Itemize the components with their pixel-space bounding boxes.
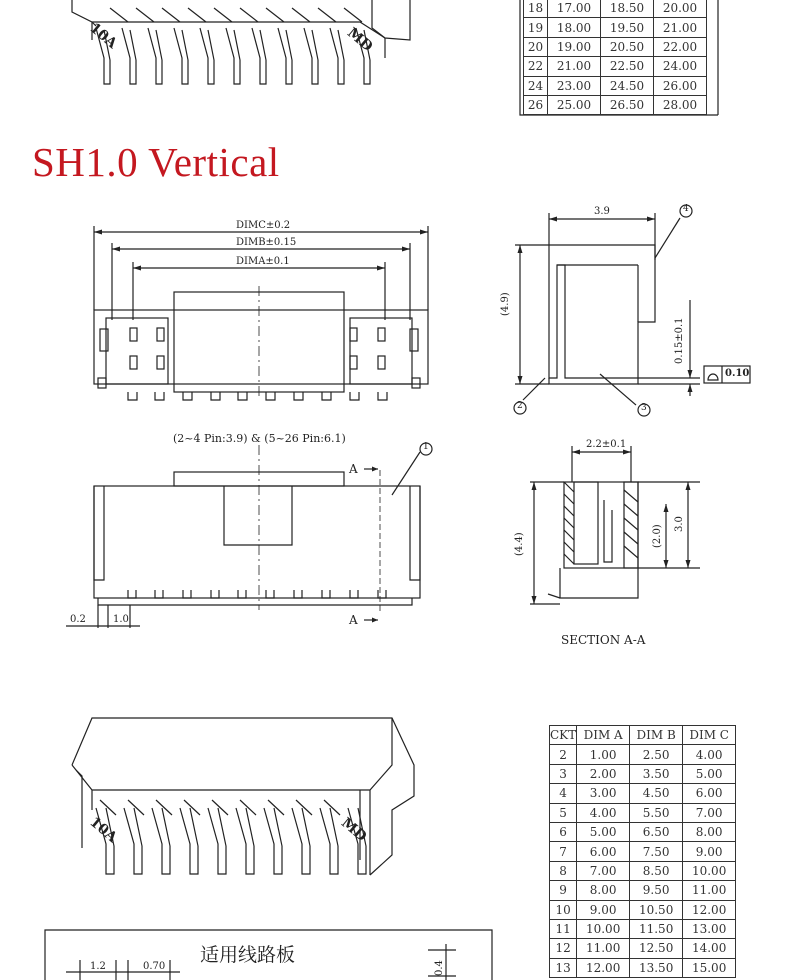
header-dim-a: DIM A bbox=[577, 726, 630, 745]
top-table-cell: 20.50 bbox=[601, 37, 654, 56]
side-view bbox=[514, 205, 750, 416]
dim-table-cell: 8.00 bbox=[577, 881, 630, 900]
pin-width-note: (2~4 Pin:3.9) & (5~26 Pin:6.1) bbox=[173, 432, 346, 445]
top-table-cell: 26 bbox=[524, 95, 548, 114]
dim-table-row bbox=[550, 881, 736, 900]
top-table-cell: 28.00 bbox=[654, 95, 707, 114]
callout-3: 3 bbox=[641, 403, 647, 413]
dim-table-cell: 9.00 bbox=[683, 842, 736, 861]
pcb-dim-0-70: 0.70 bbox=[143, 961, 166, 972]
dim-table-cell: 4.00 bbox=[683, 745, 736, 764]
top-table-cell: 22.50 bbox=[601, 57, 654, 76]
dim-table-cell: 8.50 bbox=[630, 861, 683, 880]
dim-table-cell: 9 bbox=[550, 881, 577, 900]
dim-table-cell: 13.50 bbox=[630, 958, 683, 977]
side-offset-label: 0.15±0.1 bbox=[674, 317, 685, 364]
dim-table-cell: 7.50 bbox=[630, 842, 683, 861]
callout-2: 2 bbox=[517, 401, 523, 411]
top-table-row bbox=[524, 95, 707, 114]
top-table-row bbox=[524, 0, 707, 18]
top-table-cell: 20.00 bbox=[654, 0, 707, 18]
dim-table-cell: 10 bbox=[550, 900, 577, 919]
section-mark-top: A bbox=[349, 462, 358, 476]
dim-table-cell: 9.50 bbox=[630, 881, 683, 900]
dim-table-row bbox=[550, 861, 736, 880]
top-table-cell: 19.00 bbox=[548, 37, 601, 56]
pcb-dim-1-2: 1.2 bbox=[90, 961, 106, 972]
dim-table-cell: 6.00 bbox=[683, 784, 736, 803]
section-title: SECTION A-A bbox=[561, 633, 646, 647]
top-table-cell: 18 bbox=[524, 0, 548, 18]
flatness-value: 0.10 bbox=[725, 368, 750, 379]
dim-table-row bbox=[550, 919, 736, 938]
dim-table-cell: 3.00 bbox=[577, 784, 630, 803]
dim-table-row bbox=[550, 900, 736, 919]
top-table-cell: 21.00 bbox=[548, 57, 601, 76]
dim-table-cell: 3.50 bbox=[630, 764, 683, 783]
top-table-cell: 18.50 bbox=[601, 0, 654, 18]
dim-table-cell: 12.50 bbox=[630, 939, 683, 958]
dim-table-cell: 15.00 bbox=[683, 958, 736, 977]
dim-table-cell: 5.00 bbox=[683, 764, 736, 783]
pcb-dim-0-4: 0.4 bbox=[434, 960, 445, 976]
dim-table-cell: 5.50 bbox=[630, 803, 683, 822]
dim-table-cell: 11.50 bbox=[630, 919, 683, 938]
dim-table-cell: 13 bbox=[550, 958, 577, 977]
dim-table-cell: 2 bbox=[550, 745, 577, 764]
bottom-connector-mark-left: 10A bbox=[86, 814, 120, 846]
dim-table-row bbox=[550, 784, 736, 803]
dim-a-label: DIMA±0.1 bbox=[236, 256, 290, 267]
top-connector-mark-right: MD bbox=[344, 24, 376, 56]
dim-table-cell: 12.00 bbox=[577, 958, 630, 977]
header-dim-b: DIM B bbox=[630, 726, 683, 745]
dim-table-row bbox=[550, 939, 736, 958]
top-connector-mark-left: 10A bbox=[86, 20, 120, 52]
top-dimension-table bbox=[523, 0, 707, 115]
bottom-connector-mark-right: MD bbox=[338, 814, 370, 846]
dim-table-cell: 11.00 bbox=[577, 939, 630, 958]
dim-table-cell: 2.50 bbox=[630, 745, 683, 764]
dim-table-cell: 9.00 bbox=[577, 900, 630, 919]
top-table-cell: 24.50 bbox=[601, 76, 654, 95]
section-height-inner: (2.0) bbox=[652, 524, 663, 548]
dim-table-cell: 12 bbox=[550, 939, 577, 958]
bottom-view bbox=[66, 443, 432, 628]
dim-table-cell: 7.00 bbox=[577, 861, 630, 880]
arrowheads bbox=[94, 217, 693, 623]
dim-1-0: 1.0 bbox=[113, 614, 129, 625]
top-table-cell: 17.00 bbox=[548, 0, 601, 18]
top-table-cell: 19 bbox=[524, 18, 548, 37]
dimension-table bbox=[549, 725, 736, 978]
top-table-cell: 24 bbox=[524, 76, 548, 95]
dim-table-cell: 11 bbox=[550, 919, 577, 938]
callout-4: 4 bbox=[683, 204, 689, 214]
front-view bbox=[94, 226, 428, 400]
dim-table-cell: 4.50 bbox=[630, 784, 683, 803]
pcb-title: 适用线路板 bbox=[200, 944, 296, 966]
side-width-label: 3.9 bbox=[594, 206, 610, 217]
dim-table-row bbox=[550, 803, 736, 822]
top-table-cell: 18.00 bbox=[548, 18, 601, 37]
section-mark-bottom: A bbox=[349, 613, 358, 627]
dim-table-cell: 6.50 bbox=[630, 822, 683, 841]
dim-table-row bbox=[550, 764, 736, 783]
dim-table-cell: 3 bbox=[550, 764, 577, 783]
top-table-cell: 26.50 bbox=[601, 95, 654, 114]
dim-table-row bbox=[550, 822, 736, 841]
dim-table-row bbox=[550, 842, 736, 861]
dim-table-row bbox=[550, 958, 736, 977]
section-width-label: 2.2±0.1 bbox=[586, 439, 627, 450]
dim-c-label: DIMC±0.2 bbox=[236, 220, 291, 231]
page-title: SH1.0 Vertical bbox=[32, 139, 280, 185]
dim-table-cell: 11.00 bbox=[683, 881, 736, 900]
header-ckt: CKT bbox=[550, 726, 577, 745]
top-table-row bbox=[524, 76, 707, 95]
dim-table-cell: 7 bbox=[550, 842, 577, 861]
dim-table-cell: 6.00 bbox=[577, 842, 630, 861]
section-height-right: 3.0 bbox=[674, 516, 685, 532]
top-table-cell: 21.00 bbox=[654, 18, 707, 37]
dim-table-cell: 13.00 bbox=[683, 919, 736, 938]
dim-table-cell: 4 bbox=[550, 784, 577, 803]
top-table-row bbox=[524, 37, 707, 56]
section-height-outer: (4.4) bbox=[514, 532, 525, 556]
dim-table-cell: 5 bbox=[550, 803, 577, 822]
dim-table-cell: 6 bbox=[550, 822, 577, 841]
dim-table-cell: 10.00 bbox=[577, 919, 630, 938]
top-table-cell: 22.00 bbox=[654, 37, 707, 56]
side-height-label: (4.9) bbox=[500, 292, 511, 316]
header-dim-c: DIM C bbox=[683, 726, 736, 745]
bottom-iso-connector bbox=[72, 718, 414, 875]
dim-table-cell: 2.00 bbox=[577, 764, 630, 783]
top-table-cell: 23.00 bbox=[548, 76, 601, 95]
dim-table-cell: 12.00 bbox=[683, 900, 736, 919]
top-table-cell: 26.00 bbox=[654, 76, 707, 95]
top-table-cell: 22 bbox=[524, 57, 548, 76]
callout-1: 1 bbox=[423, 442, 429, 452]
top-table-row bbox=[524, 57, 707, 76]
dim-0-2: 0.2 bbox=[70, 614, 86, 625]
dim-table-cell: 10.00 bbox=[683, 861, 736, 880]
dim-b-label: DIMB±0.15 bbox=[236, 237, 297, 248]
top-table-cell: 25.00 bbox=[548, 95, 601, 114]
dim-table-row bbox=[550, 745, 736, 764]
dim-table-cell: 4.00 bbox=[577, 803, 630, 822]
dim-table-cell: 1.00 bbox=[577, 745, 630, 764]
top-table-cell: 20 bbox=[524, 37, 548, 56]
dim-table-cell: 8.00 bbox=[683, 822, 736, 841]
dim-table-cell: 8 bbox=[550, 861, 577, 880]
top-table-cell: 19.50 bbox=[601, 18, 654, 37]
dim-table-cell: 14.00 bbox=[683, 939, 736, 958]
dim-table-cell: 5.00 bbox=[577, 822, 630, 841]
dim-table-cell: 10.50 bbox=[630, 900, 683, 919]
top-table-cell: 24.00 bbox=[654, 57, 707, 76]
dim-table-cell: 7.00 bbox=[683, 803, 736, 822]
top-table-row bbox=[524, 18, 707, 37]
